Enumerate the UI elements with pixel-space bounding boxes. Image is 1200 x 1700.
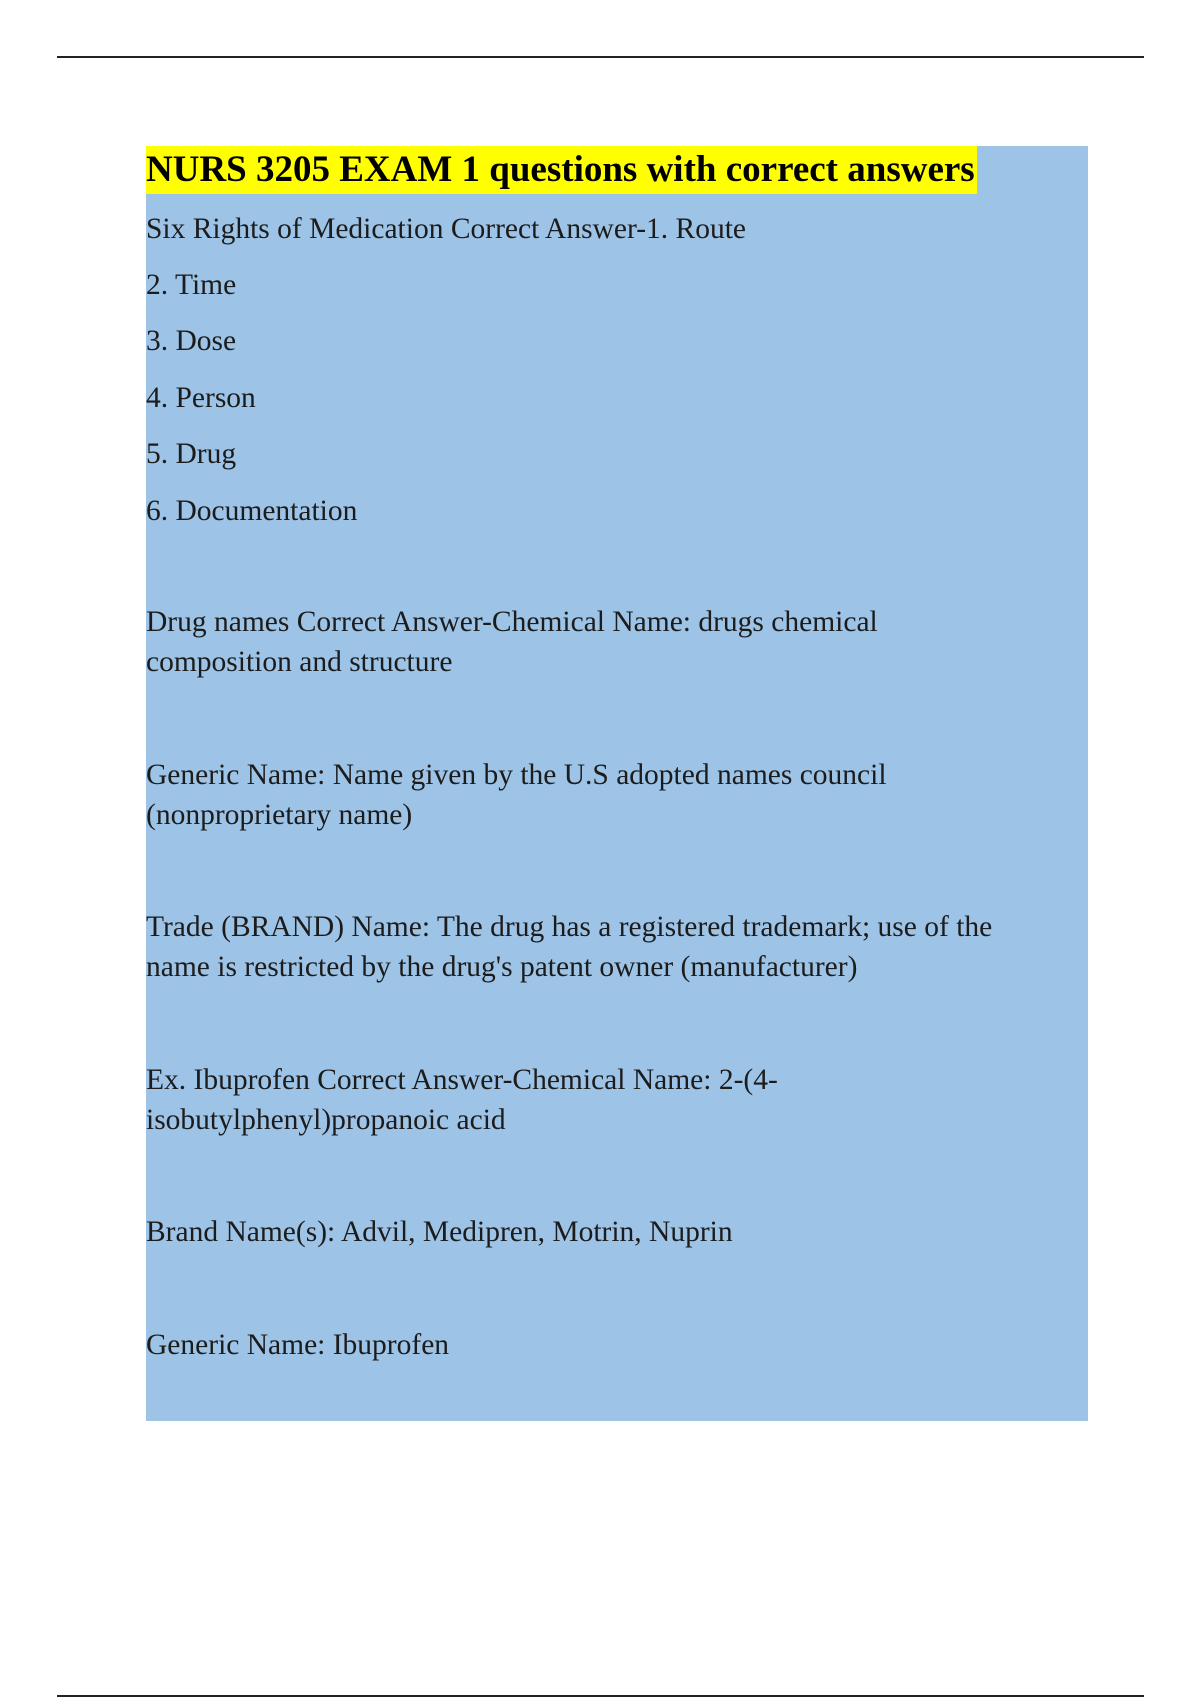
trade-name-line-1: Trade (BRAND) Name: The drug has a registered trademark; use of the xyxy=(146,911,993,943)
generic-name-line-2: (nonproprietary name) xyxy=(146,799,413,831)
generic-ibuprofen-line: Generic Name: Ibuprofen xyxy=(146,1329,450,1361)
header-rule xyxy=(57,56,1144,58)
six-rights-line: Six Rights of Medication Correct Answer-1. Route xyxy=(146,213,746,245)
list-item-person: 4. Person xyxy=(146,382,256,414)
document-title: NURS 3205 EXAM 1 questions with correct answers xyxy=(146,146,977,194)
highlighted-content-block xyxy=(146,146,1088,1421)
list-item-dose: 3. Dose xyxy=(146,325,237,357)
brand-names-line: Brand Name(s): Advil, Medipren, Motrin, Nuprin xyxy=(146,1216,733,1248)
ibuprofen-line-2: isobutylphenyl)propanoic acid xyxy=(146,1104,506,1136)
ibuprofen-line-1: Ex. Ibuprofen Correct Answer-Chemical Name: 2-(4- xyxy=(146,1064,778,1096)
list-item-documentation: 6. Documentation xyxy=(146,495,358,527)
drug-names-line-2: composition and structure xyxy=(146,646,453,678)
footer-rule xyxy=(57,1695,1144,1697)
list-item-time: 2. Time xyxy=(146,269,237,301)
generic-name-line-1: Generic Name: Name given by the U.S adopted names council xyxy=(146,759,887,791)
list-item-drug: 5. Drug xyxy=(146,438,237,470)
drug-names-line-1: Drug names Correct Answer-Chemical Name: drugs chemical xyxy=(146,606,878,638)
trade-name-line-2: name is restricted by the drug's patent owner (manufacturer) xyxy=(146,951,858,983)
